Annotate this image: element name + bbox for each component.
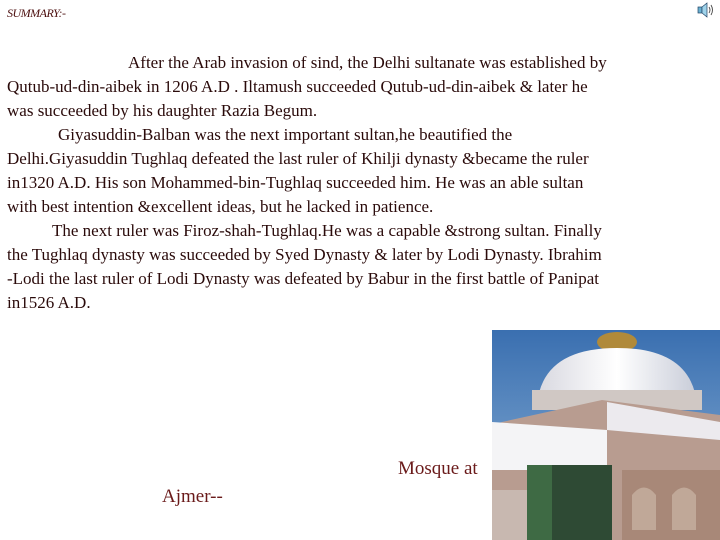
paragraph-line: The next ruler was Firoz-shah-Tughlaq.He was a capable &strong sultan. Finally [52,221,602,240]
mosque-photo [492,330,720,540]
speaker-icon[interactable] [697,2,717,18]
photo-caption-part1: Mosque at [398,458,478,479]
paragraph-line: Giyasuddin-Balban was the next important sultan,he beautified the [58,125,513,144]
paragraph-line: in1526 A.D. [7,293,91,312]
slide-title: SUMMARY:- [7,6,66,20]
paragraph-line: with best intention &excellent ideas, but he lacked in patience. [7,197,434,216]
paragraph-line: in1320 A.D. His son Mohammed-bin-Tughlaq succeeded him. He was an able sultan [7,173,584,192]
paragraph-line: Qutub-ud-din-aibek in 1206 A.D . Iltamush succeeded Qutub-ud-din-aibek & later he [7,77,588,96]
paragraph-line: was succeeded by his daughter Razia Begum. [7,101,318,120]
paragraph-line: Delhi.Giyasuddin Tughlaq defeated the last ruler of Khilji dynasty &became the ruler [7,149,589,168]
paragraph-line: After the Arab invasion of sind, the Delhi sultanate was established by [128,53,607,72]
photo-caption-part2: Ajmer-- [162,486,223,507]
paragraph-line: -Lodi the last ruler of Lodi Dynasty was defeated by Babur in the first battle of Panipat [7,269,600,288]
paragraph-line: the Tughlaq dynasty was succeeded by Syed Dynasty & later by Lodi Dynasty. Ibrahim [7,245,602,264]
